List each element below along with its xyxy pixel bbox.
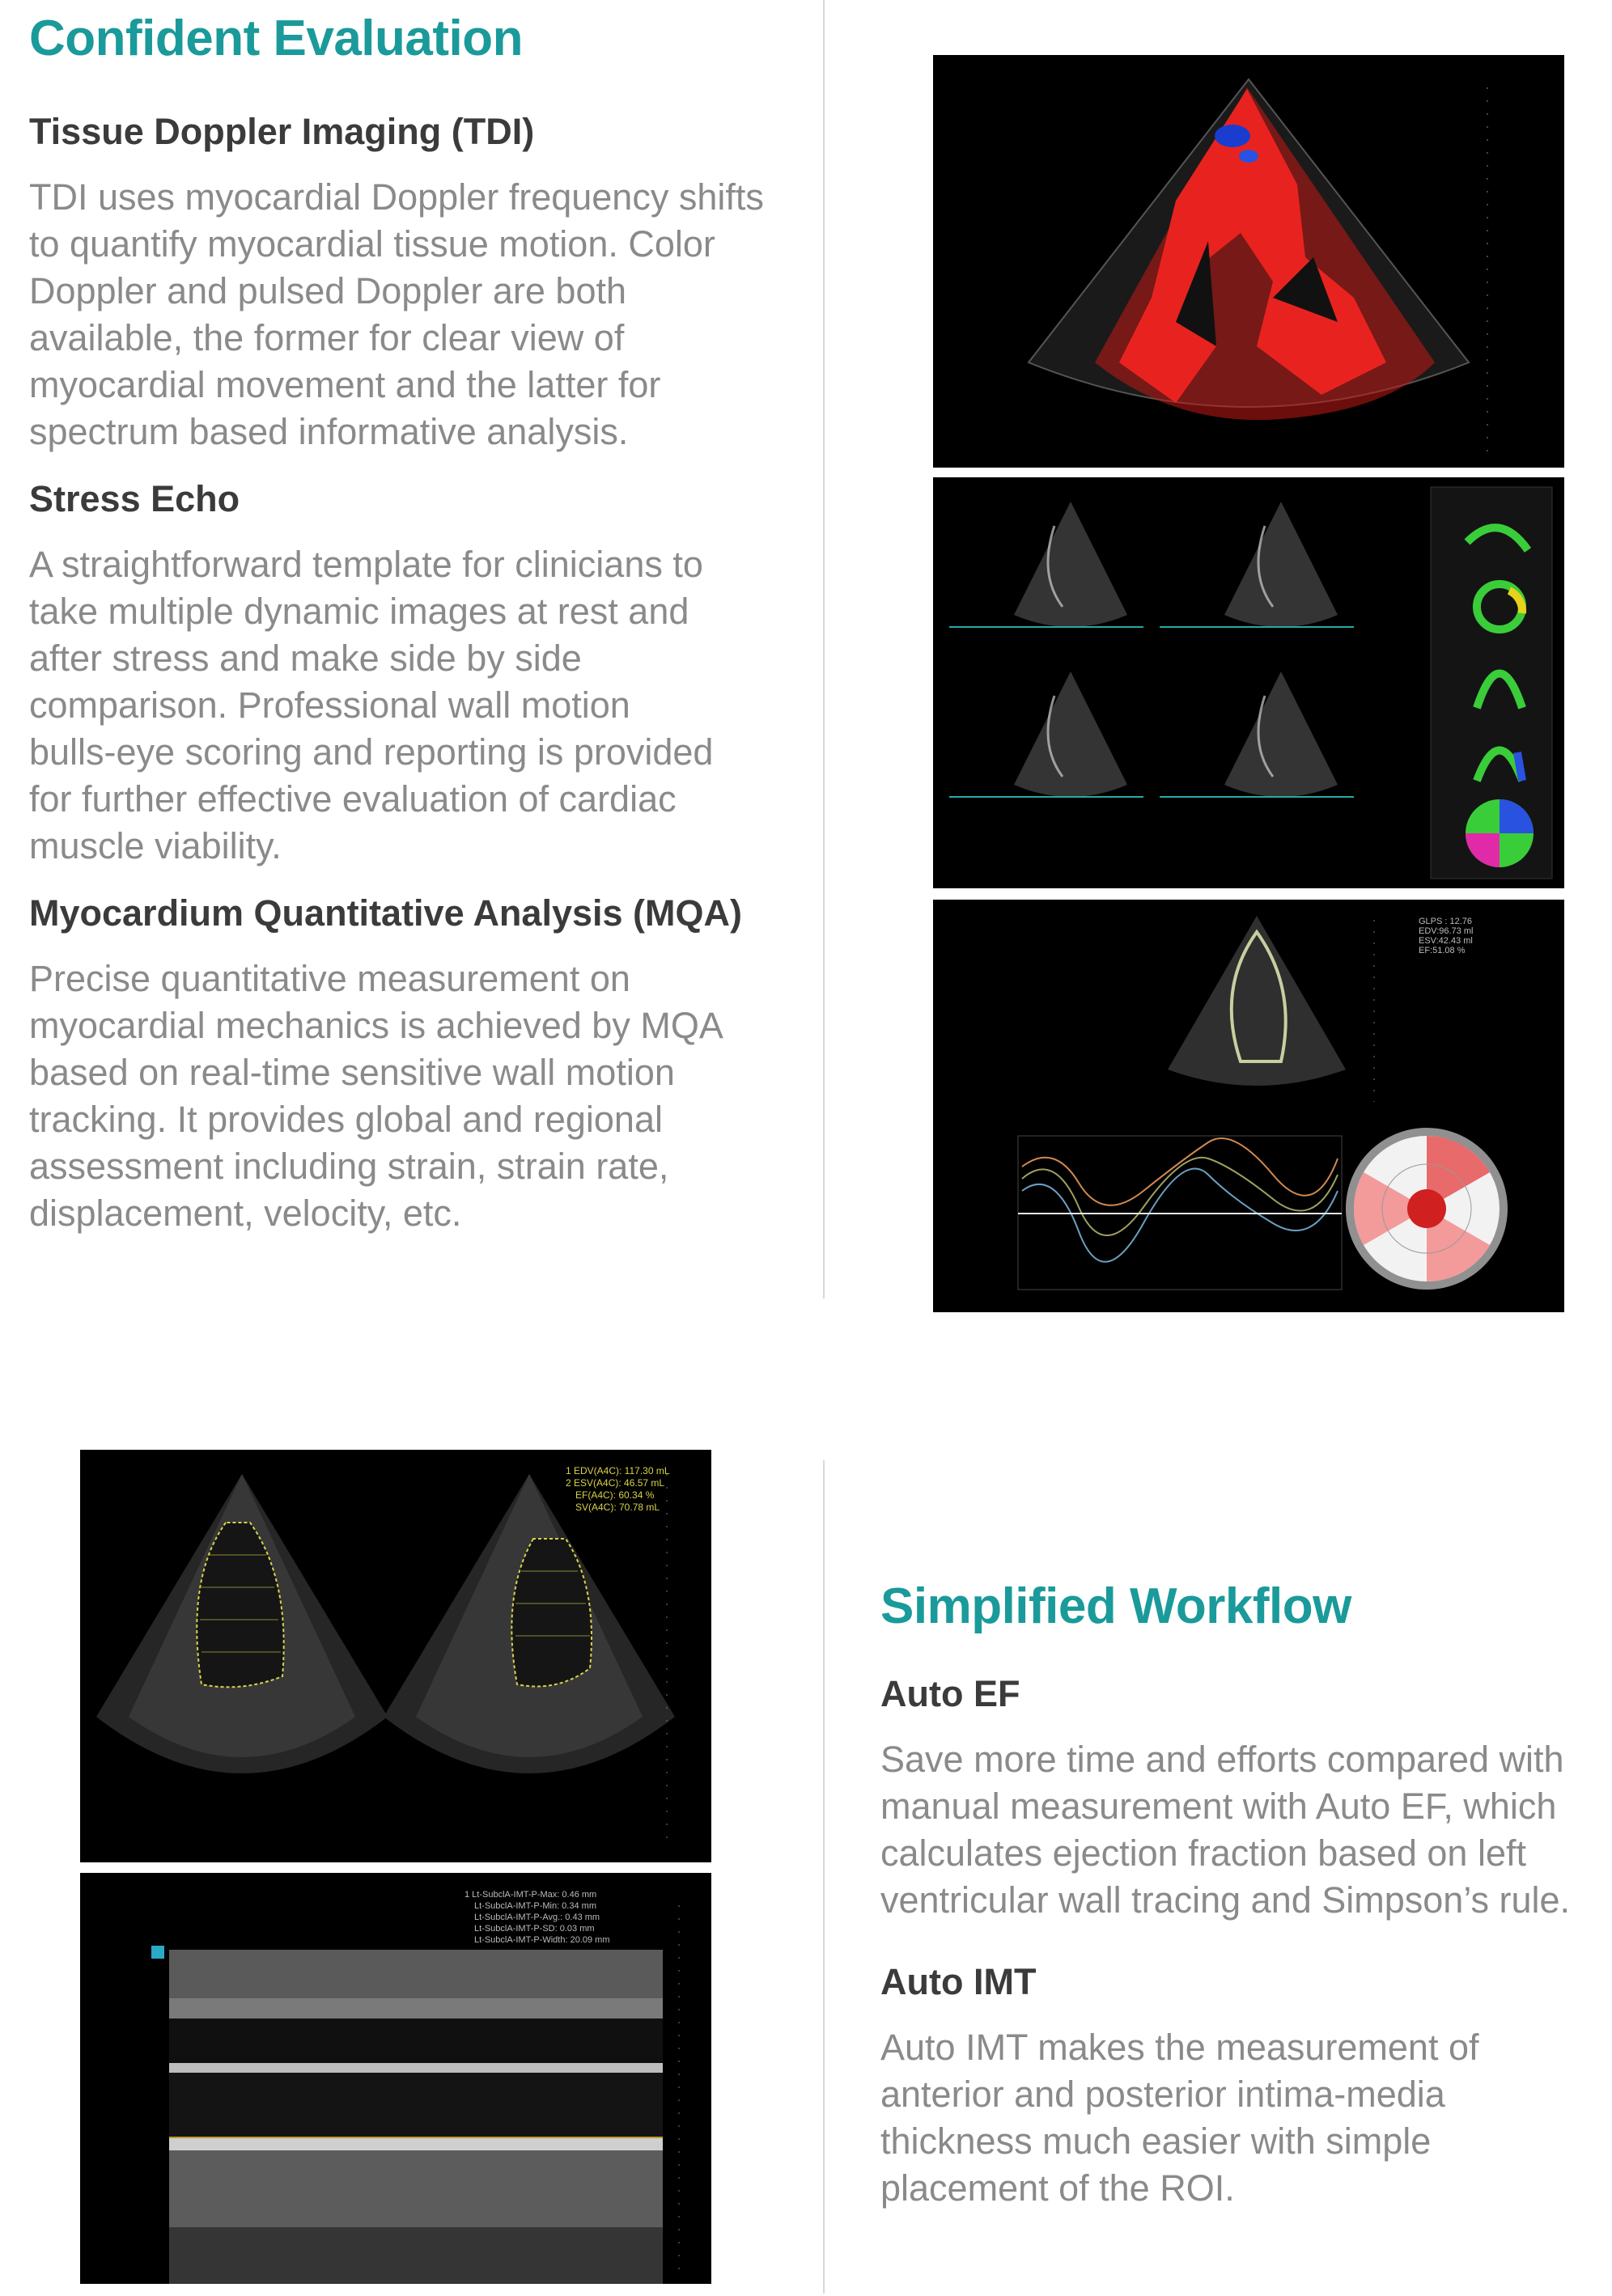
text-line: assessment including strain, strain rate, [29,1146,669,1187]
subtitle-stress-echo: Stress Echo [29,478,240,519]
paragraph-stress-echo [29,541,806,870]
readout-line: 2 ESV(A4C): 46.57 mL [566,1477,665,1489]
section-title: Simplified Workflow [880,1578,1351,1634]
text-line: Save more time and efforts compared with [880,1739,1564,1780]
text-line: after stress and make side by side [29,638,582,679]
mqa-strain-image [933,900,1564,1312]
text-line: manual measurement with Auto EF, which [880,1786,1557,1827]
text-line: for further effective evaluation of cardiac [29,778,677,820]
text-line: Precise quantitative measurement on [29,958,630,999]
text-line: ventricular wall tracing and Simpson’s rule. [880,1879,1571,1921]
text-line: myocardial mechanics is achieved by MQA [29,1005,723,1046]
readout-line: EF(A4C): 60.34 % [575,1489,655,1501]
text-line: TDI uses myocardial Doppler frequency shifts [29,176,764,218]
text-line: take multiple dynamic images at rest and [29,591,689,632]
readout-line: Lt-SubclA-IMT-P-Width: 20.09 mm [474,1935,610,1945]
text-line: comparison. Professional wall motion [29,684,630,726]
readout-line: GLPS : 12.76 [1419,917,1473,926]
column-divider-top [823,0,825,1298]
readout-line: 1 EDV(A4C): 117.30 mL [566,1465,670,1476]
auto-imt-image [80,1873,711,2284]
text-line: placement of the ROI. [880,2167,1235,2209]
text-line: calculates ejection fraction based on left [880,1832,1526,1874]
readout-line: Lt-SubclA-IMT-P-Avg.: 0.43 mm [474,1913,600,1922]
readout-line: ESV:42.43 ml [1419,936,1473,946]
text-line: spectrum based informative analysis. [29,411,629,452]
text-line: thickness much easier with simple [880,2120,1432,2162]
text-line: Auto IMT makes the measurement of [880,2027,1479,2068]
text-line: available, the former for clear view of [29,317,625,358]
paragraph-auto-imt [880,2024,1609,2212]
readout-line: Lt-SubclA-IMT-P-SD: 0.03 mm [474,1924,595,1934]
text-line: muscle viability. [29,825,282,866]
text-line: A straightforward template for clinicians to [29,544,703,585]
paragraph-tdi [29,174,806,455]
readout-line: EDV:96.73 ml [1419,926,1474,936]
text-line: to quantify myocardial tissue motion. Color [29,223,715,265]
readout-line: SV(A4C): 70.78 mL [575,1502,660,1513]
paragraph-auto-ef [880,1736,1609,1924]
stress-echo-image [933,477,1564,888]
text-line: myocardial movement and the latter for [29,364,661,405]
subtitle-mqa: Myocardium Quantitative Analysis (MQA) [29,892,742,934]
column-divider-bottom [823,1460,825,2294]
subtitle-tdi: Tissue Doppler Imaging (TDI) [29,111,535,152]
autoef-readout [566,1465,670,1513]
simplified-workflow-section [880,1578,1609,2212]
tdi-doppler-image [933,55,1564,468]
mqa-readout [1419,917,1473,955]
readout-line: EF:51.08 % [1419,946,1466,955]
text-line: anterior and posterior intima-media [880,2074,1445,2115]
section-title: Confident Evaluation [29,11,523,66]
text-line: based on real-time sensitive wall motion [29,1052,675,1093]
readout-line: 1 Lt-SubclA-IMT-P-Max: 0.46 mm [465,1890,597,1900]
confident-evaluation-section [29,10,806,1237]
text-line: Doppler and pulsed Doppler are both [29,270,626,311]
subtitle-auto-imt: Auto IMT [880,1961,1037,2002]
auto-ef-image [80,1450,711,1862]
subtitle-auto-ef: Auto EF [880,1673,1020,1714]
paragraph-mqa [29,955,806,1237]
text-line: tracking. It provides global and regional [29,1099,663,1140]
text-line: displacement, velocity, etc. [29,1192,462,1234]
imt-readout [465,1890,610,1945]
readout-line: Lt-SubclA-IMT-P-Min: 0.34 mm [474,1901,596,1911]
text-line: bulls-eye scoring and reporting is provided [29,731,714,773]
